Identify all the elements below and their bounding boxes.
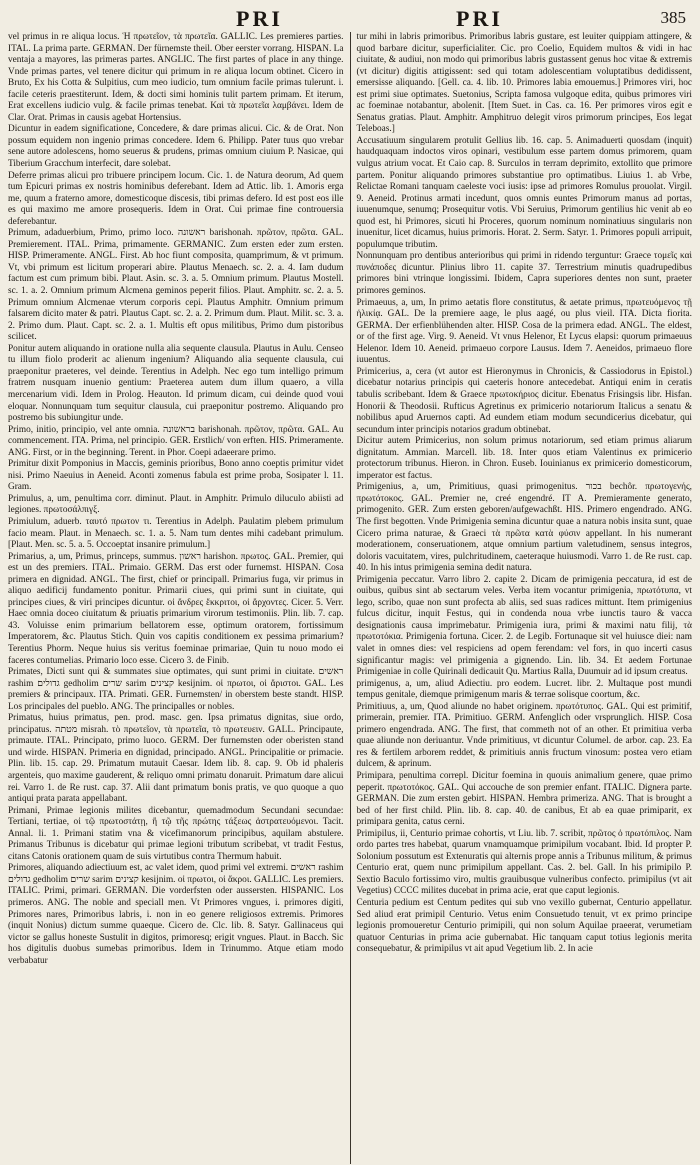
running-head-right: PRI: [456, 6, 503, 31]
entry-primigenia: Primigenia peccatur. Varro libro 2. capite 2. Dicam de primigenia peccatura, id est de ouibus, quibus sint ab sectarum veles. Verba item vocantur primigenia, πρωτότυπα, vt lego, scribo, quae non sunt profecta ab aliis, sed suas radices mittunt. Item primigenius fulcus dicitur, inquit Festus, qui in condenda noua vrbe iunctis tauro & vacca designationis causa imprimebatur. Primigenia iura, primi & maximi natu filij, τὰ πρωτοτόκια. Primigenia fortuna. Cicer. 2. de Legib. Fortunaque sit vel huiusce diei: nam valet in omnes dies: vel respiciens ad opem ferendam: vel fors, in quo incerti casus significantur magis: vel primigenia a gignendo. Lin. lib. 34. Et aedem Fortunae Primigeniae in colle Quirinali dedicauit Qu. Martius Ralla, Duumuir ad id ipsum creatus.: [356, 574, 692, 678]
entry-primani: Primani, Primae legionis milites dicebantur, quemadmodum Secundani secundae: Tertiani, tertiae, οἱ τῷ πρωτοστάτῃ, ἢ τῷ τῆς πρώτης τάξεως ἀστρατευόμενοι. Tacit. Annal. li. 1. Primani statim vna & vicefimanorum principibus, aquilam abstulere. Primanus Tribunus is dicebatur qui primae legioni tributum scribebat, vt tradit Festus, citans Catonis orationem quam de suis virtutibus contra Thermum habuit.: [8, 805, 344, 862]
entry-primitur: Primitur dixit Pomponius in Maccis, geminis prioribus, Bono anno coeptis primitur videt nisi. Primo Naeuius in Aeneid. Aconti zomenus fabula est prime proba, Sosipater l. 11. Gram.: [8, 459, 344, 493]
right-column: [351, 32, 693, 1164]
entry-primores-accusatiuum: Accusatiuum singularem protulit Gellius lib. 16. cap. 5. Animaduerti quosdam (inquit) haudquaquam indoctos viros opinari, vestibulum esse partem domus primorem, quam vulgus atrium vocat. Et Caio cap. 8. Surculos in terram deprimito, extollito que primore partem. Ponitur aliquando primores substantiue pro optimatibus. Liuius 1. ab Vrbe, Relictae Romani tanquam caeleste voci iusis: ipse ad primores Romulus prouolat. Virgil. 9. Aeneid. Protinus armati incedunt, quos omnis euntes Primorum manus ad portas, iuuenumque, senumq; Prosequitur votis. Vbi Seruius, Primorum gentilius hic venit ab eo quod est, hi Primores, sicuti hi Proceres, quorum nominum nominatiuus singularis non inuenitur, licet dicamus, huius primoris. Horat. 2. Serm. Satyr. 1. Primores populi arripuit, populumque tributim.: [356, 135, 692, 250]
two-column-text: [8, 32, 692, 1164]
entry-primatus: Primatus, huius primatus, pen. prod. masc. gen. Ipsa primatus dignitas, siue ordo, principatus. מטתה misrah. τὸ πρωτεῖον, τὰ πρωτεῖα, τὸ πρωτευειν. GALL. Principaute, primaute. ITAL. Principato, primo luoco. GERM. Der furnemsten oder oberisten stand und wirde. HISPAN. Primeria en dignidad, principado. ANGL. Principalitie or primacie. Plin. lib. 15. cap. 29. Primatum mutauit Caesar. Idem lib. 8. cap. 9. Ob id phaleris argenteis, quo maxime gauderent, & reliquo omni primatu donaruit. Primatum dare alicui rei. Varro 1. de Re rust. cap. 37. Alii dant primatum bonis pratis, ve quo quoque a quo antiqui prata parata appellabant.: [8, 713, 344, 805]
entry-primicerius: Primicerius, a, cera (vt autor est Hieronymus in Chronicis, & Cassiodorus in Epistol.) dicebatur notarius principis qui caeteris honore antecedebat. Antiqui enim in ceratis tabulis scribebant. Idem & Graece πρωτοκήριος dicitur. Ebenatus Frisingsis libr. Hisfan. Honorii & Theodosii. Rufticus Agretinus ex primicerio notariorum Italicus a senatu & nobilibus apud Aruernos capti. Ad eundem etiam modum secundicerius dicebatur, qui secundum inter principis notarios gradum obtinebat.: [356, 366, 692, 435]
entry-centuria: Centuria pedium est Centum pedites qui sub vno vexillo gubernat, Centurio appellatur. Sed aliud erat primipil Centurio. Vetus enim Consuetudo tenuit, vt ex primo principe legionis promoueretur Centurio primipili, qui non solum Aquilae praeerat, verumetiam quatuor Centurias in prima acie gubernabat. Hic tanquam caput totius legionis merita consequebatur, & primipilus vt ait apud Vegetium lib. 2. In acie: [356, 898, 692, 955]
page-number: 385: [660, 8, 686, 27]
entry-primores: Primores, aliquando adiectiuum est, ac valet idem, quod primi vel extremi. ראשים rashim גדולים gedholim שרים sarim קצינים kesijnim. οἱ πρωτοι, οἱ ἄκροι. GALLIC. Les premiers. ITALIC. Primi, primari. GERMAN. Die vorderfsten oder aussersten. HISPANIC. Los primeros. ANG. The noble and speciall men. Vt Primores vngues, i. primores digiti, Primores nares, Primoribus labris, i. non in eo genere religiosos extremis. Primores (inquit Nonius) dictum summe quaeque. Cicero de. Clc. lib. 8. Satyr. Gallinaceus qui victor se gallus honeste Sustulit in digitos, primoresq; erigit vngues. Plaut. in Bacch. Sic hos digitulis duobus sumebas primoribus. Idem in Trinummo. Atque etiam modo verbabatur: [8, 863, 344, 966]
entry-primipara: Primipara, penultima correpl. Dicitur foemina in quouis animalium genere, quae primo peperit. πρωτοτόκος. GAL. Qui accouche de son premier enfant. ITALIC. Dignera parte. GERMAN. Die zum ersten gebirt. HISPAN. Hembra primeriza. ANG. That is brought a bed of her first child. Plin. lib. 8. cap. 40. de canibus, Et ab ea quae primiparit, ex primipara genita, catus cerni.: [356, 771, 692, 828]
entry-primores-dentes: Nonnunquam pro dentibus anterioribus qui primi in ridendo terguntur: Graece τομεῖς καὶ πυνάποδες dicuntur. Plinius libro 11. capite 37. Terrestrium minutis quadrupedibus primores bini vtrinque longissimi. Ibidem, Capra superiores dentes non sunt, praeter primores geminos.: [356, 251, 692, 297]
entry-primitiuus: Primitiuus, a, um, Quod aliunde no habet originem. πρωτότυπος. GAL. Qui est primitif, primerain, premier. ITA. Primitiuo. GERM. Anfenglich oder vrsprunglich. HISP. Cosa primero engendrada. ANG. The first, that commeth not of an other. Et primitiua verba quae aliunde non deriuantur. Vnde primitiuus, vt dicuntur Columel. de arbor. cap. 23. Ea res & fertilem arborem reddet, & primitiuis annis fructum vinosum: postea vero etiam dulcem, & aprinum.: [356, 701, 692, 770]
entry-primulum: Primiulum, aduerb. ταυτό πρωτον τι. Terentius in Adelph. Paulatim plebem primulum facio meam. Plaut. in Menaech. sc. 1. a. 5. Nam tum dentes mihi cadebant primulum. [Plaut. Men. sc. 5. a. 5. Occoeptat insanire primulum.]: [8, 516, 344, 551]
running-head: [8, 6, 692, 31]
entry-primarius: Primarius, a, um, Primus, princeps, summus. ראשון harishon. πρωτος. GAL. Premier, qui est un des premiers. ITAL. Primaio. GERM. Das erst oder furnemst. HISPAN. Cosa primera en dignidad. ANGL. The first, chief or principall. Primarius fuga, vir primus in aliquo aedificij fundamento ponitur. Primarii ciues, qui primi sunt in ciuitate, qui principes ciues, & viri principes dicuntur. οἱ ἄνδρες ἔκκριτοι, οἱ ἄρχοντες. Cicer. 5. Verr. Haec omnia doceo ciuitatum & priuatis primarium virorum testimoniis. Plin. lib. 7. cap. 43. Voluisse enim primarium bellatorem esse, optimum oratorem, fortissimum Imperatorem, &c. Plautus Stich. Quin vos capitis conditionem ex pessima primarium? Terentius Phorm. Neque huius sis veritus foeminae primariae, Quin tu nouo modo ei faceres contumelias. Primario loco esse. Cicero 3. de Finib.: [8, 551, 344, 666]
entry-primo: Primo, initio, principio, vel ante omnia. בראשונה barishonah. πρῶτον, πρῶτα. GAL. Au commencement. ITA. Prima, nel principio. GER. Erstlich/ von erften. HIS. Primeramente. ANG. First, or in the beginning. Terent. in Phor. Coepi adaeerare primo.: [8, 424, 344, 458]
entry-primigenius: Primigenius, a, um, Primitiuus, quasi primogenitus. בכור bechôr. πρωτογενής, πρωτότοκος. GAL. Premier ne, creé engendré. IT A. Premieramente generato, primogenito. GER. Zum ersten geboren/aufgewachßt. HIS. Primero engendrado. ANG. The first begotten. Vnde Primigenia semina dicuntur quae a natura nobis insita sunt, quae Cicero prima naturae, & Graeci τὰ πρῶτα κατὰ φύσιν appellant. In his numerant moderationem, conseruationem, atque omnium partium valetudinem, sensus integros, doloris vacuitatem, vires, pulchritudinem, caeteraque huiusmodi. Varro 1. de Re rust. cap. 40. In his intus primigenia semina dedit natura.: [356, 482, 692, 574]
entry-primum-usage: Ponitur autem aliquando in oratione nulla alia sequente clausula. Plautus in Aulu. Censeo tu illum fiolo proderit ac alienum ingenium? Aliquando alia sequente clausula, cui praeponitur praeteres, vel deinde. Terentius in Adelph. Nec ego tum intelligo primum fratrem nusquam inuenio gentium: Praeterea autem dum illum quaero, a villa mercenarium vidi. Idem in Prolog. Heauton. Id primum dicam, cui deinde quod voui eloquar. Nonnunquam tum sequitur clausula, cui praeponitur postremo. Aliquando pro postremo bis subiungitur unde.: [8, 343, 344, 424]
entry-primigenus: primigenus, a, um, aliud Adiectiu. pro eodem. Lucret. libr. 2. Multaque post mundi tempus genitale, diemque primigenum maris & terrae solisque coortum, &c.: [356, 678, 692, 701]
entry-primicerius-dignitatum: Dicitur autem Primicerius, non solum primus notariorum, sed etiam primus aliarum dignitatum. Ammian. Marcell. lib. 18. Inter quos etiam Valentinus ex primicerio protectorum tribunus. Hieron. in Chron. Euseb. Iouinianus ex primicerio domesticorum, imperator est factus.: [356, 436, 692, 481]
entry-primates: Primates, Dicti sunt qui & summates siue optimates, qui sunt primi in ciuitate. ראשים rashim גדולים gedholim שרים sarim קצינים kesijnim. οἱ πρωτοι, οἱ ἄριστοι. GAL. Les premiers & principaux. ITA. Primati. GER. Furnemsten/ in oberstem beste standt. HISP. Los principales del pueblo. ANG. The principalles or nobles.: [8, 667, 344, 712]
entry-primas-partes: vel primus in re aliqua locus. Ἡ πρωτεῖον, τὰ πρωτεῖα. GALLIC. Les premieres parties. ITAL. La prima parte. GERMAN. Der fürnemste theil. Ober eerster vorrang. HISPAN. La ventaja a mayores, las primeras partes. ANGLIC. The first partes of place in any thinge. Vnde primas partes, vel tenere dicitur qui primum in re aliqua locum obtinet. Cicero in Bruto, Ex his Cotta & Sulpitius, cum meo iudicio, tum omnium facile primas tulerunt. i. facile ceteris praestiterunt. Idem, & docti simi hominis tulit partem primam. Et iterum, Erat excellens iudicio vulg. & facile primas tenebat. Καὶ τὰ πρωτεῖα λαμβάνει. Idem de Clar. Orat. Primas in causis agebat Hortensius.: [8, 32, 344, 123]
entry-primulus: Primulus, a, um, penultima corr. diminut. Plaut. in Amphitr. Primulo diluculo abiisti ad legiones. πρωτοσάλπιγξ.: [8, 493, 344, 516]
running-head-left: PRI: [236, 6, 283, 31]
entry-deferre-primas: Deferre primas alicui pro tribuere principem locum. Cic. 1. de Natura deorum, Ad quem tum Epicuri primas ex nostris hominibus deferebant. Idem ad Attic. lib. 1. Amoris erga me, quum a fraterno amore, domesticoque discesis, tibi primas defero. Id est post eos ille es qui maximo me amore prosequeris. Idem in Orat. Cui primae fine controuersia deferebantur.: [8, 170, 344, 227]
left-column: [8, 32, 350, 1164]
entry-primum: Primum, adaduerbium, Primo, primo loco. ראשונה barishonah. πρῶτον, πρῶτα. GAL. Premierement. ITAL. Prima, primamente. GERMANIC. Zum ersten eder zum ersten. HISP. Primeramente. ANGL. First. Ab hoc fiunt composita, quamprimum, & vt primum. Vt, vbi primum est licitum properari abire. Plautus Menaech. sc. 2. a. 4. Iam dudum factum est cum primum bibi. Plaut. Asin. sc. 3. a. 5. Omnium primum. Plautus Mostell. sc. 1. a. 2. Omnium primum Alcmena geminos peperit filios. Plaut. Amphitr. sc. 2. a. 5. Primum omnium Alcmenae vterum corporis cepi. Plautus Amphitr. Omnium primum falsarem dicito mater & patri. Plautus Capt. sc. 2. a. 2. Primum dum. Plaut. Milit. sc. 3. a. 2. Primo dum. Plaut. Capt. sc. 2. a. 1. Multis eft opus militibus, Primo dum pistoribus scilicet.: [8, 228, 344, 343]
entry-primaeuus: Primaeuus, a, um, In primo aetatis flore constitutus, & aetate primus, πρωτευόμενος τῇ ἡλικίᾳ. GAL. De la premiere aage, le plus aagé, ou plus vieil. ITA. Dicta fiorita. GERMA. Der erfienblühenden alter. HISP. Cosa de la primera edad. ANGL. The eldest, or of the first age. Virg. 9. Aeneid. Vt vnus Helenor, Et Lycus elapsi: quorum primaeuus Helenor. Idem 10. Aeneid. primaeuo corpore Lausus. Idem 7. Aeneidos, primaeuo flore iuuentus.: [356, 297, 692, 366]
entry-primipilus: Primipilus, ii, Centurio primae cohortis, vt Liu. lib. 7. scribit, πρῶτος ὁ πρωτόπιλος. Nam ordo partes tres habebat, quarum vnamquamque primipilum vocabant. Ibid. Id propter P. Solonium possutum est Extenuratis qui alternis prope annis a Tribunus militum, & primus Centurio erat, quem nunc primipilum appellant. Cas. 2. bel. Gall. In his primipilo P. Sextio Baculo fortissimo viro, multis grauibusque vulneribus confecto. primipilus (vt ait Vegetius) CCCC milites ducebat in prima acie, erat que caput legionis.: [356, 828, 692, 897]
entry-primores-cont: tur mihi in labris primoribus. Primoribus labris gustare, est leuiter quippiam attingere, & quod barbare dicitur, superficialiter. Cic. pro Coelio, Equidem multos & vidi in hac ciuitate, & audiui, non modo qui primoribus labris gustassent genus hoc vitae & extremis (vt dicitur) digitis attigissent: sed qui totam adolescentiam voluptatibus dedidissent, emersisse aliquando. [Gell. ca. 4. lib. 10. Primores labia emouemus.] Primores viri, hoc est primi siue optimates. Suetonius, Scripta famosa vulgoque edita, quibus primores viri ac foeminae notabantur, abolenit. [Item Suet. in Cas. ca. 16. Per primores viros egit e Senatus gratias. Plaut. Amphitr. Amphitruo delegit viros primorum principes, Eos legat Teleboas.]: [356, 32, 692, 135]
entry-concedere-primas: Dicuntur in eadem significatione, Concedere, & dare primas alicui. Cic. & de Orat. Non possum equidem non ingenio primas concedere. Idem 6. Philipp. Pater tuus quo vrebar sene autore adolescens, homo seuerus & prudens, primas omnium ciuium P. Nasicae, qui Tiberium Gracchum interfecit, dare solebat.: [8, 124, 344, 170]
